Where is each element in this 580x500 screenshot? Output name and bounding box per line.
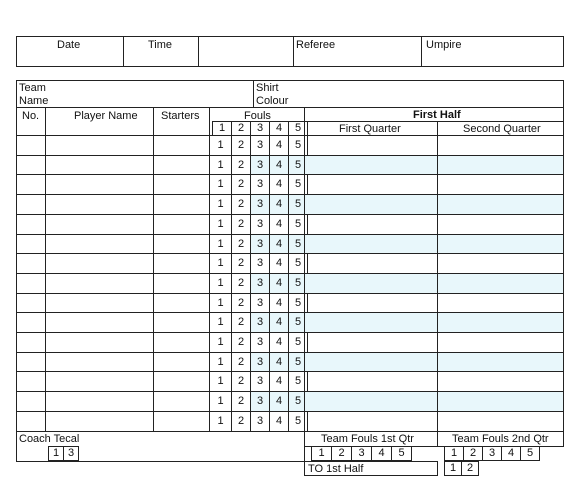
row-foul-box[interactable]: 5 — [288, 194, 308, 215]
row-foul-box[interactable]: 4 — [269, 332, 289, 353]
row-foul-box[interactable]: 2 — [231, 352, 251, 372]
row-second-quarter-cell[interactable] — [437, 214, 564, 235]
row-starters-cell[interactable] — [153, 411, 210, 432]
row-starters-cell[interactable] — [153, 293, 210, 313]
row-no-cell[interactable] — [16, 194, 46, 215]
team-fouls-2nd-box-2[interactable]: 2 — [463, 446, 483, 461]
coach-label: Coach Tecal — [19, 433, 80, 445]
row-player-name-cell[interactable] — [45, 155, 154, 175]
coach-box-2[interactable]: 3 — [63, 446, 79, 461]
col-starters-label: Starters — [161, 110, 200, 122]
row-foul-box[interactable]: 2 — [231, 411, 251, 432]
first-quarter-label: First Quarter — [339, 123, 401, 135]
row-player-name-cell[interactable] — [45, 371, 154, 392]
row-foul-box[interactable]: 3 — [250, 391, 270, 412]
to-1st-half-box-2[interactable]: 2 — [461, 461, 479, 476]
row-no-cell[interactable] — [16, 332, 46, 353]
shirt-colour-label: Shirt Colour — [256, 82, 289, 107]
row-first-quarter-cell[interactable] — [304, 293, 438, 313]
row-foul-box[interactable]: 2 — [231, 253, 251, 274]
team-fouls-1st-cell — [304, 431, 438, 447]
row-foul-box[interactable]: 1 — [209, 253, 232, 274]
row-foul-box[interactable]: 1 — [209, 155, 232, 175]
row-foul-box[interactable]: 5 — [288, 273, 308, 294]
row-foul-box[interactable]: 5 — [288, 234, 308, 254]
first-half-label: First Half — [413, 109, 461, 121]
row-foul-box[interactable]: 1 — [209, 312, 232, 333]
team-fouls-1st-box-1[interactable]: 1 — [311, 446, 332, 461]
row-foul-box[interactable]: 3 — [250, 253, 270, 274]
row-foul-box[interactable]: 3 — [250, 155, 270, 175]
col-no-header — [16, 107, 46, 136]
row-first-quarter-cell[interactable] — [304, 194, 438, 215]
row-foul-box[interactable]: 2 — [231, 135, 251, 156]
row-foul-box[interactable]: 4 — [269, 371, 289, 392]
row-foul-box[interactable]: 3 — [250, 371, 270, 392]
shirt-colour-cell — [253, 80, 564, 108]
row-foul-box[interactable]: 2 — [231, 332, 251, 353]
row-no-cell[interactable] — [16, 174, 46, 195]
row-foul-box[interactable]: 5 — [288, 312, 308, 333]
row-starters-cell[interactable] — [153, 371, 210, 392]
row-no-cell[interactable] — [16, 293, 46, 313]
row-foul-box[interactable]: 1 — [209, 391, 232, 412]
row-foul-box[interactable]: 3 — [250, 352, 270, 372]
row-foul-box[interactable]: 2 — [231, 155, 251, 175]
row-foul-box[interactable]: 2 — [231, 312, 251, 333]
col-player-name-label: Player Name — [74, 110, 138, 122]
row-starters-cell[interactable] — [153, 312, 210, 333]
team-fouls-2nd-box-4[interactable]: 4 — [501, 446, 521, 461]
row-foul-box[interactable]: 3 — [250, 293, 270, 313]
row-first-quarter-cell[interactable] — [304, 332, 438, 353]
row-foul-box[interactable]: 5 — [288, 371, 308, 392]
row-foul-box[interactable]: 3 — [250, 234, 270, 254]
row-no-cell[interactable] — [16, 352, 46, 372]
row-no-cell[interactable] — [16, 214, 46, 235]
row-foul-box[interactable]: 5 — [288, 411, 308, 432]
row-foul-box[interactable]: 2 — [231, 194, 251, 215]
row-second-quarter-cell[interactable] — [437, 411, 564, 432]
header-time-label: Time — [148, 39, 173, 51]
row-second-quarter-cell[interactable] — [437, 234, 564, 254]
row-foul-box[interactable]: 1 — [209, 411, 232, 432]
col-starters-header — [153, 107, 210, 136]
to-1st-half-cell — [304, 461, 438, 476]
row-foul-box[interactable]: 4 — [269, 352, 289, 372]
row-foul-box[interactable]: 1 — [209, 214, 232, 235]
row-first-quarter-cell[interactable] — [304, 155, 438, 175]
row-foul-box[interactable]: 1 — [209, 135, 232, 156]
row-player-name-cell[interactable] — [45, 293, 154, 313]
row-player-name-cell[interactable] — [45, 332, 154, 353]
row-foul-box[interactable]: 4 — [269, 174, 289, 195]
row-foul-box[interactable]: 3 — [250, 135, 270, 156]
row-foul-box[interactable]: 4 — [269, 273, 289, 294]
row-first-quarter-cell[interactable] — [304, 234, 438, 254]
team-fouls-1st-label: Team Fouls 1st Qtr — [321, 433, 414, 445]
team-fouls-2nd-box-3[interactable]: 3 — [482, 446, 502, 461]
coach-box-1[interactable]: 1 — [48, 446, 64, 461]
row-no-cell[interactable] — [16, 253, 46, 274]
team-fouls-2nd-label: Team Fouls 2nd Qtr — [452, 433, 549, 445]
row-foul-box[interactable]: 5 — [288, 293, 308, 313]
row-first-quarter-cell[interactable] — [304, 391, 438, 412]
row-foul-box[interactable]: 3 — [250, 174, 270, 195]
fouls-header-number: 1 — [212, 121, 232, 136]
row-foul-box[interactable]: 4 — [269, 135, 289, 156]
row-starters-cell[interactable] — [153, 214, 210, 235]
fouls-header-number: 4 — [269, 121, 289, 136]
header-umpire-label: Umpire — [426, 39, 462, 51]
row-first-quarter-cell[interactable] — [304, 352, 438, 372]
header-referee-label: Referee — [296, 39, 336, 51]
fouls-header-number: 3 — [250, 121, 270, 136]
first-quarter-header — [304, 121, 438, 136]
row-second-quarter-cell[interactable] — [437, 194, 564, 215]
row-starters-cell[interactable] — [153, 135, 210, 156]
row-first-quarter-cell[interactable] — [304, 174, 438, 195]
row-foul-box[interactable]: 5 — [288, 253, 308, 274]
fouls-header-number: 5 — [288, 121, 308, 136]
row-foul-box[interactable]: 5 — [288, 352, 308, 372]
header-umpire-cell — [421, 36, 564, 67]
first-half-header — [304, 107, 564, 122]
team-fouls-2nd-cell — [437, 431, 564, 447]
row-player-name-cell[interactable] — [45, 253, 154, 274]
row-foul-box[interactable]: 3 — [250, 194, 270, 215]
row-first-quarter-cell[interactable] — [304, 371, 438, 392]
header-referee-cell — [293, 36, 422, 67]
team-name-label: Team Name — [19, 82, 49, 107]
row-second-quarter-cell[interactable] — [437, 273, 564, 294]
row-foul-box[interactable]: 2 — [231, 391, 251, 412]
row-starters-cell[interactable] — [153, 174, 210, 195]
row-player-name-cell[interactable] — [45, 135, 154, 156]
row-foul-box[interactable]: 4 — [269, 391, 289, 412]
row-foul-box[interactable]: 5 — [288, 135, 308, 156]
row-foul-box[interactable]: 1 — [209, 352, 232, 372]
row-starters-cell[interactable] — [153, 273, 210, 294]
row-first-quarter-cell[interactable] — [304, 253, 438, 274]
row-second-quarter-cell[interactable] — [437, 371, 564, 392]
row-foul-box[interactable]: 5 — [288, 174, 308, 195]
row-foul-box[interactable]: 2 — [231, 273, 251, 294]
row-starters-cell[interactable] — [153, 332, 210, 353]
row-starters-cell[interactable] — [153, 194, 210, 215]
row-foul-box[interactable]: 4 — [269, 155, 289, 175]
row-second-quarter-cell[interactable] — [437, 312, 564, 333]
row-second-quarter-cell[interactable] — [437, 293, 564, 313]
row-foul-box[interactable]: 2 — [231, 293, 251, 313]
row-starters-cell[interactable] — [153, 253, 210, 274]
row-first-quarter-cell[interactable] — [304, 312, 438, 333]
row-foul-box[interactable]: 1 — [209, 273, 232, 294]
row-no-cell[interactable] — [16, 371, 46, 392]
row-foul-box[interactable]: 3 — [250, 332, 270, 353]
row-foul-box[interactable]: 4 — [269, 253, 289, 274]
row-foul-box[interactable]: 3 — [250, 312, 270, 333]
second-quarter-header — [437, 121, 564, 136]
row-foul-box[interactable]: 1 — [209, 174, 232, 195]
fouls-header-number: 2 — [231, 121, 251, 136]
header-time-cell — [123, 36, 199, 67]
row-no-cell[interactable] — [16, 135, 46, 156]
row-starters-cell[interactable] — [153, 391, 210, 412]
row-foul-box[interactable]: 4 — [269, 214, 289, 235]
col-player-name-header — [45, 107, 154, 136]
team-name-cell — [16, 80, 254, 108]
row-player-name-cell[interactable] — [45, 273, 154, 294]
row-player-name-cell[interactable] — [45, 214, 154, 235]
team-fouls-1st-box-3[interactable]: 3 — [351, 446, 372, 461]
row-foul-box[interactable]: 4 — [269, 411, 289, 432]
row-second-quarter-cell[interactable] — [437, 352, 564, 372]
row-foul-box[interactable]: 5 — [288, 214, 308, 235]
row-second-quarter-cell[interactable] — [437, 155, 564, 175]
row-second-quarter-cell[interactable] — [437, 253, 564, 274]
row-player-name-cell[interactable] — [45, 234, 154, 254]
team-fouls-1st-box-4[interactable]: 4 — [371, 446, 392, 461]
team-fouls-2nd-box-1[interactable]: 1 — [444, 446, 464, 461]
row-no-cell[interactable] — [16, 273, 46, 294]
row-foul-box[interactable]: 1 — [209, 194, 232, 215]
col-fouls-label: Fouls — [244, 110, 271, 122]
row-no-cell[interactable] — [16, 312, 46, 333]
row-second-quarter-cell[interactable] — [437, 174, 564, 195]
row-first-quarter-cell[interactable] — [304, 411, 438, 432]
to-1st-half-box-1[interactable]: 1 — [444, 461, 462, 476]
row-foul-box[interactable]: 3 — [250, 214, 270, 235]
row-no-cell[interactable] — [16, 391, 46, 412]
row-foul-box[interactable]: 1 — [209, 234, 232, 254]
row-second-quarter-cell[interactable] — [437, 332, 564, 353]
row-foul-box[interactable]: 2 — [231, 234, 251, 254]
row-starters-cell[interactable] — [153, 155, 210, 175]
row-foul-box[interactable]: 4 — [269, 293, 289, 313]
row-first-quarter-cell[interactable] — [304, 273, 438, 294]
row-foul-box[interactable]: 5 — [288, 332, 308, 353]
header-time-value-cell[interactable] — [198, 36, 294, 67]
team-fouls-1st-box-2[interactable]: 2 — [331, 446, 352, 461]
row-foul-box[interactable]: 2 — [231, 371, 251, 392]
row-foul-box[interactable]: 4 — [269, 234, 289, 254]
row-foul-box[interactable]: 2 — [231, 174, 251, 195]
row-player-name-cell[interactable] — [45, 411, 154, 432]
row-no-cell[interactable] — [16, 411, 46, 432]
row-player-name-cell[interactable] — [45, 174, 154, 195]
row-no-cell[interactable] — [16, 234, 46, 254]
row-foul-box[interactable]: 1 — [209, 293, 232, 313]
second-quarter-label: Second Quarter — [463, 123, 541, 135]
row-player-name-cell[interactable] — [45, 194, 154, 215]
row-first-quarter-cell[interactable] — [304, 135, 438, 156]
row-foul-box[interactable]: 4 — [269, 312, 289, 333]
row-starters-cell[interactable] — [153, 352, 210, 372]
row-starters-cell[interactable] — [153, 234, 210, 254]
to-1st-half-label: TO 1st Half — [308, 463, 364, 475]
row-second-quarter-cell[interactable] — [437, 135, 564, 156]
header-date-cell — [16, 36, 124, 67]
row-player-name-cell[interactable] — [45, 391, 154, 412]
row-foul-box[interactable]: 5 — [288, 155, 308, 175]
row-foul-box[interactable]: 3 — [250, 273, 270, 294]
row-foul-box[interactable]: 4 — [269, 194, 289, 215]
row-player-name-cell[interactable] — [45, 312, 154, 333]
header-date-label: Date — [57, 39, 81, 51]
row-foul-box[interactable]: 1 — [209, 371, 232, 392]
row-second-quarter-cell[interactable] — [437, 391, 564, 412]
row-first-quarter-cell[interactable] — [304, 214, 438, 235]
row-foul-box[interactable]: 1 — [209, 332, 232, 353]
row-foul-box[interactable]: 5 — [288, 391, 308, 412]
col-no-label: No. — [22, 110, 40, 122]
team-fouls-1st-box-5[interactable]: 5 — [391, 446, 412, 461]
row-foul-box[interactable]: 2 — [231, 214, 251, 235]
row-player-name-cell[interactable] — [45, 352, 154, 372]
row-foul-box[interactable]: 3 — [250, 411, 270, 432]
team-fouls-2nd-box-5[interactable]: 5 — [520, 446, 540, 461]
row-no-cell[interactable] — [16, 155, 46, 175]
